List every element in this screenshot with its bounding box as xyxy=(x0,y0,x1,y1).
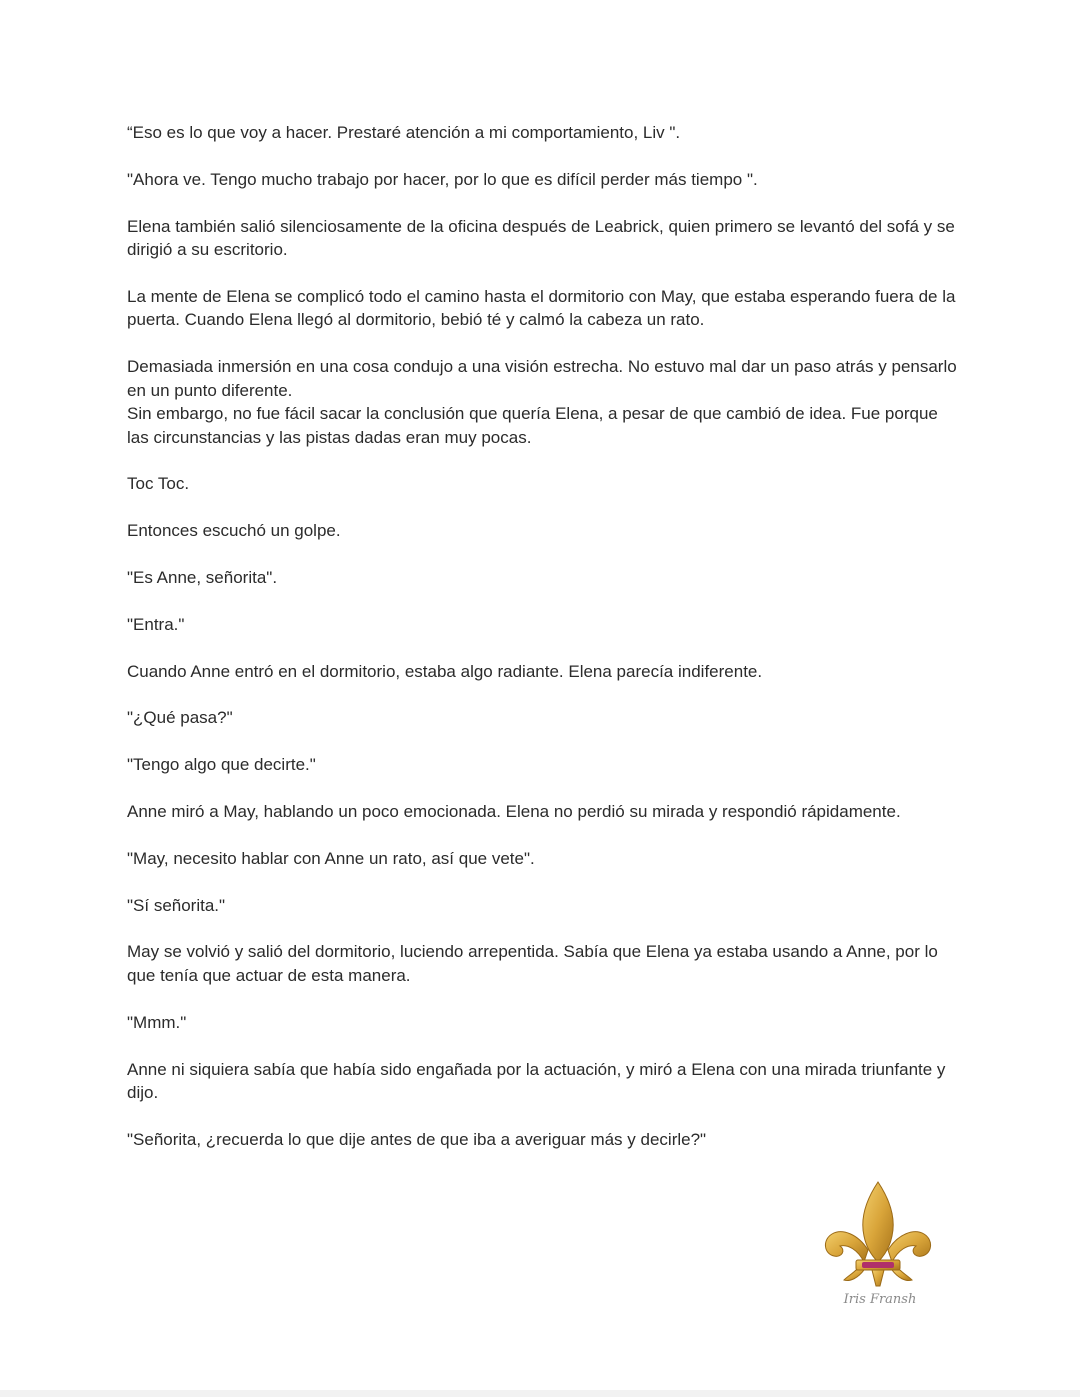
paragraph: "Ahora ve. Tengo mucho trabajo por hacer, por lo que es difícil perder más tiempo ". xyxy=(127,169,758,189)
paragraph: "May, necesito hablar con Anne un rato, así que vete". xyxy=(127,848,535,868)
paragraph: Demasiada inmersión en una cosa condujo a una visión estrecha. No estuvo mal dar un paso atrás y pensarlo en un punto diferente. xyxy=(127,357,957,400)
paragraph: “Eso es lo que voy a hacer. Prestaré atención a mi comportamiento, Liv ". xyxy=(127,123,681,142)
document-body xyxy=(127,121,957,1175)
paragraph: Anne miró a May, hablando un poco emocionada. Elena no perdió su mirada y respondió rápidamente. xyxy=(127,802,901,822)
paragraph: Toc Toc. xyxy=(127,474,190,494)
paragraph: Sin embargo, no fue fácil sacar la conclusión que quería Elena, a pesar de que cambió de idea. Fue porque las circunstancias y las pistas dadas eran muy pocas. xyxy=(127,404,938,447)
page-bottom-edge xyxy=(0,1390,1080,1397)
paragraph: Anne ni siquiera sabía que había sido engañada por la actuación, y miró a Elena con una mirada triunfante y dijo. xyxy=(127,1059,946,1103)
paragraph: "Entra." xyxy=(127,614,185,634)
paragraph: "Es Anne, señorita". xyxy=(127,568,278,588)
paragraph: "Señorita, ¿recuerda lo que dije antes de que iba a averiguar más y decirle?" xyxy=(127,1129,707,1149)
paragraph: "Mmm." xyxy=(127,1012,187,1032)
paragraph: "Tengo algo que decirte." xyxy=(127,755,316,775)
paragraph: May se volvió y salió del dormitorio, luciendo arrepentida. Sabía que Elena ya estaba usando a Anne, por lo que tenía que actuar de esta manera. xyxy=(127,942,938,985)
paragraph: "Sí señorita." xyxy=(127,895,226,915)
paragraph: Entonces escuchó un golpe. xyxy=(127,521,341,541)
paragraph: Cuando Anne entró en el dormitorio, estaba algo radiante. Elena parecía indiferente. xyxy=(127,661,763,681)
paragraph: Elena también salió silenciosamente de la oficina después de Leabrick, quien primero se levantó del sofá y se dirigió a su escritorio. xyxy=(127,216,955,260)
paragraph: La mente de Elena se complicó todo el camino hasta el dormitorio con May, que estaba esperando fuera de la puerta. Cuando Elena llegó al dormitorio, bebió té y calmó la cabeza un rato. xyxy=(127,286,956,330)
paragraph: "¿Qué pasa?" xyxy=(127,708,233,728)
signature: Iris Fransh xyxy=(843,1292,917,1307)
